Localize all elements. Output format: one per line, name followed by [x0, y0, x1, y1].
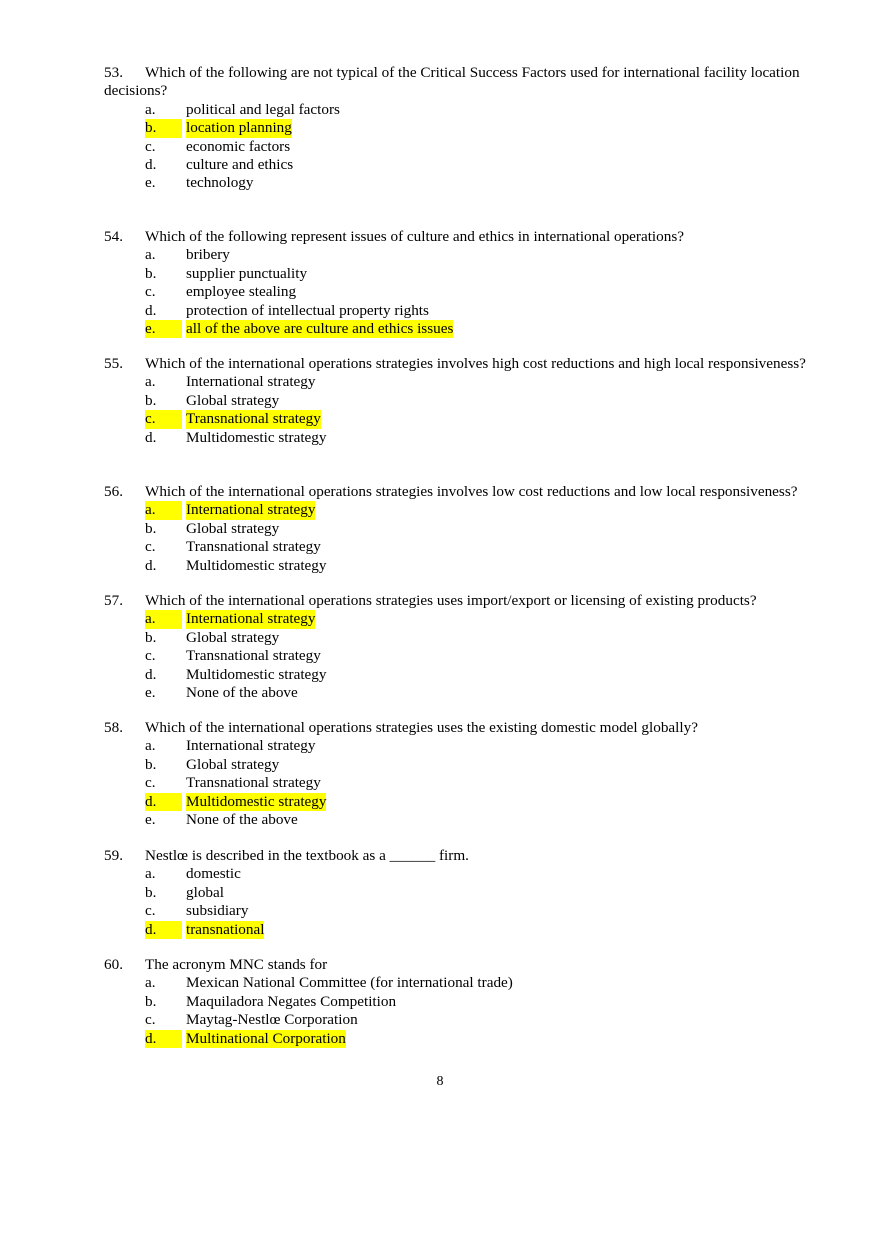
option-text: Global strategy — [186, 391, 280, 409]
option-text: employee stealing — [186, 283, 297, 301]
question-text: Which of the international operations strategies involves high cost reductions and high local responsiveness? — [145, 355, 806, 372]
option-c-highlighted — [145, 410, 830, 428]
question-stem — [104, 228, 830, 246]
option-e-highlighted — [145, 320, 830, 338]
option-c — [145, 138, 830, 156]
option-letter: c. — [145, 902, 156, 920]
option-letter: d. — [145, 921, 182, 939]
page-number: 8 — [436, 1074, 444, 1089]
question-number: 58. — [104, 719, 123, 736]
option-letter: a. — [145, 246, 156, 264]
option-letter: c. — [145, 410, 182, 428]
option-a — [145, 865, 830, 883]
option-b — [145, 392, 830, 410]
question-text: Nestlœ is described in the textbook as a ______ firm. — [145, 847, 469, 864]
option-letter: a. — [145, 373, 156, 391]
option-a — [145, 737, 830, 755]
question-text: Which of the following represent issues of culture and ethics in international operations? — [145, 228, 684, 245]
option-text: Global strategy — [186, 755, 280, 773]
option-letter: c. — [145, 538, 156, 556]
question-stem — [104, 355, 830, 373]
option-a — [145, 373, 830, 391]
question-number: 60. — [104, 956, 123, 973]
option-letter: c. — [145, 1011, 156, 1029]
option-letter: d. — [145, 665, 157, 683]
question-58 — [104, 719, 830, 829]
option-e — [145, 684, 830, 702]
option-e — [145, 174, 830, 192]
option-letter: e. — [145, 174, 156, 192]
option-letter: d. — [145, 301, 157, 319]
option-b — [145, 756, 830, 774]
question-text: The acronym MNC stands for — [145, 956, 328, 973]
question-56 — [104, 483, 830, 575]
option-text: None of the above — [186, 810, 298, 828]
option-text: Global strategy — [186, 519, 280, 537]
option-c — [145, 1011, 830, 1029]
option-d — [145, 302, 830, 320]
option-b — [145, 629, 830, 647]
question-text: Which of the international operations strategies involves low cost reductions and low local responsiveness? — [145, 483, 798, 500]
option-text: subsidiary — [186, 902, 249, 920]
question-59 — [104, 847, 830, 939]
option-text: Mexican National Committee (for international trade) — [186, 974, 513, 992]
question-number: 59. — [104, 847, 123, 864]
question-stem — [104, 956, 830, 974]
option-a-highlighted — [145, 501, 830, 519]
option-letter: c. — [145, 774, 156, 792]
option-letter: d. — [145, 428, 157, 446]
option-c — [145, 902, 830, 920]
option-letter: e. — [145, 683, 156, 701]
question-text: Which of the following are not typical of the Critical Success Factors used for international facility location decisions? — [104, 64, 800, 100]
option-d — [145, 557, 830, 575]
question-stem — [104, 847, 830, 865]
option-text: International strategy — [186, 737, 316, 755]
option-text: economic factors — [186, 137, 291, 155]
option-letter: b. — [145, 519, 157, 537]
option-d-highlighted — [145, 793, 830, 811]
option-letter: d. — [145, 1030, 182, 1048]
option-text: International strategy — [186, 373, 316, 391]
option-text: bribery — [186, 246, 230, 264]
option-e — [145, 811, 830, 829]
option-d — [145, 156, 830, 174]
option-letter: c. — [145, 137, 156, 155]
option-d-highlighted — [145, 921, 830, 939]
option-text: Multidomestic strategy — [186, 428, 327, 446]
option-text: Global strategy — [186, 628, 280, 646]
option-text: International strategy — [186, 501, 316, 519]
option-a — [145, 246, 830, 264]
option-letter: d. — [145, 155, 157, 173]
option-letter: a. — [145, 100, 156, 118]
option-letter: b. — [145, 264, 157, 282]
question-number: 55. — [104, 355, 123, 372]
question-60 — [104, 956, 830, 1048]
question-stem — [104, 64, 830, 101]
option-letter: a. — [145, 737, 156, 755]
question-number: 56. — [104, 483, 123, 500]
option-text: Multinational Corporation — [186, 1029, 346, 1047]
option-letter: a. — [145, 501, 182, 519]
option-a-highlighted — [145, 610, 830, 628]
question-number: 53. — [104, 64, 123, 81]
option-letter: a. — [145, 865, 156, 883]
option-b — [145, 265, 830, 283]
option-letter: b. — [145, 992, 157, 1010]
option-letter: b. — [145, 628, 157, 646]
option-text: Transnational strategy — [186, 410, 321, 428]
option-letter: e. — [145, 320, 182, 338]
option-text: global — [186, 883, 224, 901]
option-letter: b. — [145, 119, 182, 137]
option-text: transnational — [186, 920, 265, 938]
question-stem — [104, 483, 830, 501]
option-text: Maquiladora Negates Competition — [186, 992, 397, 1010]
option-letter: b. — [145, 391, 157, 409]
option-text: culture and ethics — [186, 155, 294, 173]
option-d-highlighted — [145, 1030, 830, 1048]
option-letter: c. — [145, 647, 156, 665]
option-letter: c. — [145, 283, 156, 301]
option-b — [145, 884, 830, 902]
question-number: 54. — [104, 228, 123, 245]
question-text: Which of the international operations strategies uses the existing domestic model globally? — [145, 719, 698, 736]
option-text: International strategy — [186, 610, 316, 628]
option-text: technology — [186, 174, 254, 192]
option-c — [145, 774, 830, 792]
option-text: Multidomestic strategy — [186, 665, 327, 683]
option-b — [145, 520, 830, 538]
option-c — [145, 647, 830, 665]
question-text: Which of the international operations strategies uses import/export or licensing of existing products? — [145, 592, 757, 609]
option-text: None of the above — [186, 683, 298, 701]
option-c — [145, 538, 830, 556]
option-letter: b. — [145, 755, 157, 773]
question-55 — [104, 355, 830, 447]
option-letter: a. — [145, 974, 156, 992]
option-text: location planning — [186, 119, 292, 137]
question-stem — [104, 719, 830, 737]
option-text: supplier punctuality — [186, 264, 308, 282]
question-stem — [104, 592, 830, 610]
option-text: Multidomestic strategy — [186, 792, 327, 810]
option-text: Maytag-Nestlœ Corporation — [186, 1011, 358, 1029]
option-text: political and legal factors — [186, 100, 340, 118]
option-letter: d. — [145, 556, 157, 574]
option-text: protection of intellectual property rights — [186, 301, 429, 319]
option-d — [145, 666, 830, 684]
option-text: Transnational strategy — [186, 538, 321, 556]
option-text: all of the above are culture and ethics issues — [186, 319, 454, 337]
option-text: Transnational strategy — [186, 774, 321, 792]
option-a — [145, 101, 830, 119]
option-text: domestic — [186, 865, 241, 883]
option-letter: b. — [145, 883, 157, 901]
question-57 — [104, 592, 830, 702]
option-b — [145, 993, 830, 1011]
option-text: Multidomestic strategy — [186, 556, 327, 574]
question-53 — [104, 64, 830, 193]
option-b-highlighted — [145, 119, 830, 137]
option-letter: e. — [145, 810, 156, 828]
question-number: 57. — [104, 592, 123, 609]
option-a — [145, 974, 830, 992]
option-letter: d. — [145, 793, 182, 811]
option-c — [145, 283, 830, 301]
question-54 — [104, 228, 830, 338]
option-letter: a. — [145, 610, 182, 628]
option-d — [145, 429, 830, 447]
option-text: Transnational strategy — [186, 647, 321, 665]
